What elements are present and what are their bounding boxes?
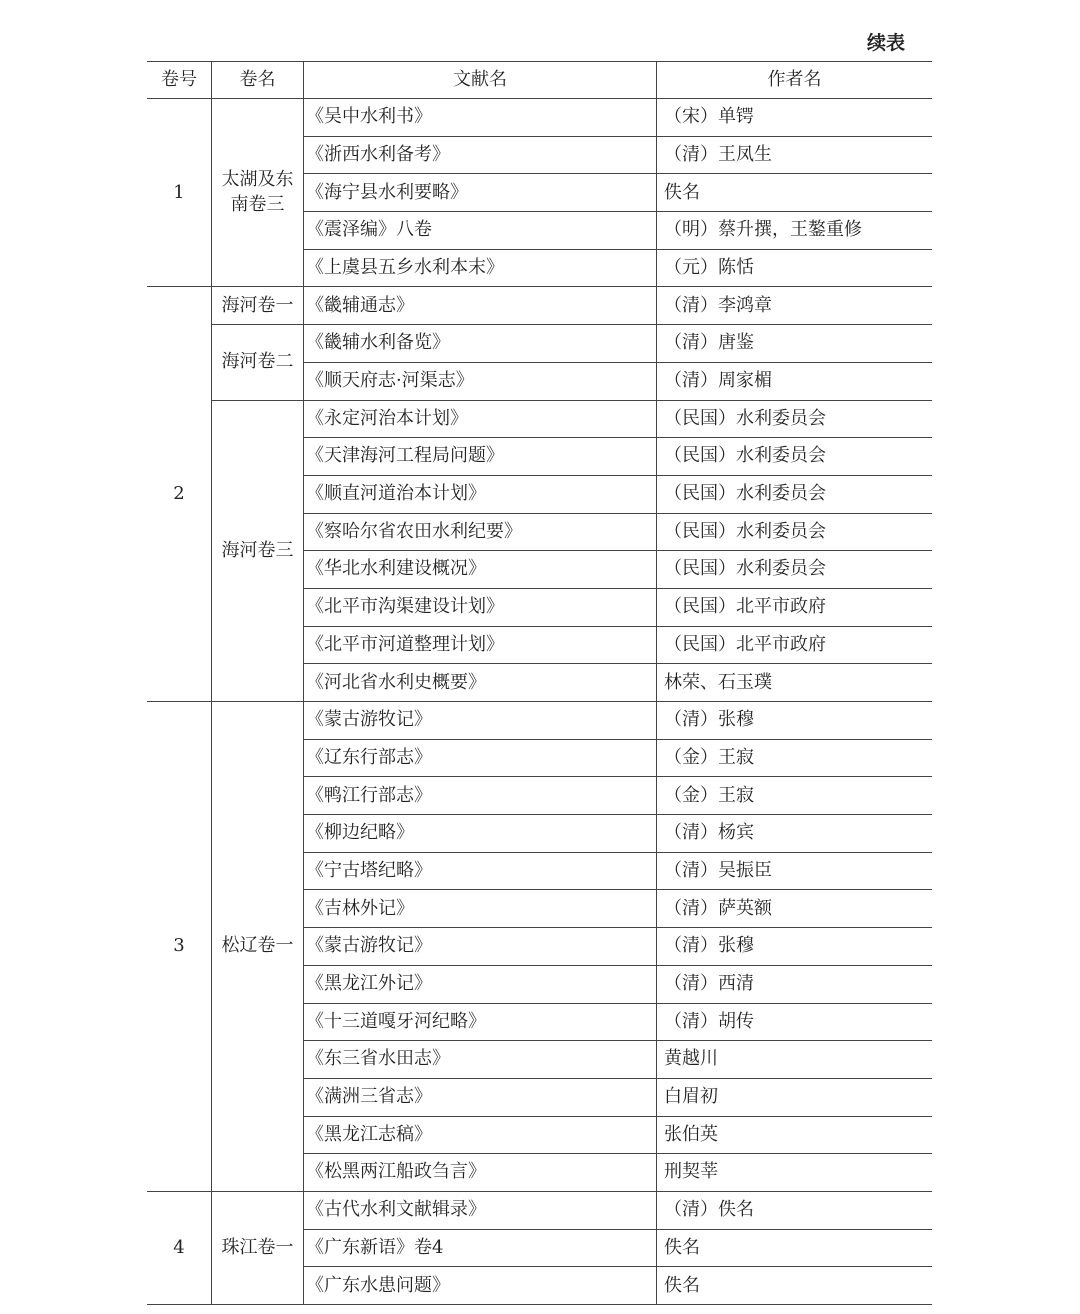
author-cell: 林荣、石玉璞 <box>657 664 933 702</box>
document-title-cell: 《浙西水利备考》 <box>304 136 657 174</box>
author-cell: （金）王寂 <box>657 739 933 777</box>
table-row <box>147 702 932 740</box>
table-row <box>147 99 932 137</box>
volume-name-cell: 太湖及东南卷三 <box>212 99 304 287</box>
table-row <box>147 325 932 363</box>
document-title-cell: 《北平市河道整理计划》 <box>304 626 657 664</box>
author-cell: （金）王寂 <box>657 777 933 815</box>
author-cell: （清）佚名 <box>657 1191 933 1229</box>
author-cell: （元）陈恬 <box>657 249 933 287</box>
author-cell: （清）胡传 <box>657 1003 933 1041</box>
author-cell: （清）西清 <box>657 965 933 1003</box>
document-title-cell: 《蒙古游牧记》 <box>304 702 657 740</box>
document-title-cell: 《上虞县五乡水利本末》 <box>304 249 657 287</box>
document-title-cell: 《古代水利文献辑录》 <box>304 1191 657 1229</box>
author-cell: （清）张穆 <box>657 928 933 966</box>
author-cell: 张伯英 <box>657 1116 933 1154</box>
document-title-cell: 《北平市沟渠建设计划》 <box>304 588 657 626</box>
document-title-cell: 《东三省水田志》 <box>304 1041 657 1079</box>
document-title-cell: 《震泽编》八卷 <box>304 212 657 250</box>
document-title-cell: 《柳边纪略》 <box>304 815 657 853</box>
volume-name-cell: 珠江卷一 <box>212 1191 304 1304</box>
header-volume-name: 卷名 <box>212 62 304 99</box>
literature-table <box>147 61 932 1305</box>
author-cell: 佚名 <box>657 1229 933 1267</box>
volume-number-cell: 1 <box>147 99 212 287</box>
document-title-cell: 《广东水患问题》 <box>304 1267 657 1305</box>
volume-name-cell: 海河卷三 <box>212 400 304 702</box>
author-cell: （清）唐鉴 <box>657 325 933 363</box>
author-cell: 佚名 <box>657 174 933 212</box>
volume-number-cell: 2 <box>147 287 212 702</box>
author-cell: （民国）水利委员会 <box>657 400 933 438</box>
table-body <box>147 99 932 1305</box>
author-cell: （清）周家楣 <box>657 362 933 400</box>
document-title-cell: 《永定河治本计划》 <box>304 400 657 438</box>
document-title-cell: 《鸭江行部志》 <box>304 777 657 815</box>
document-title-cell: 《河北省水利史概要》 <box>304 664 657 702</box>
author-cell: （民国）水利委员会 <box>657 475 933 513</box>
table-caption: 续表 <box>866 32 905 54</box>
author-cell: 刑契莘 <box>657 1154 933 1192</box>
document-title-cell: 《宁古塔纪略》 <box>304 852 657 890</box>
table-row <box>147 287 932 325</box>
author-cell: （民国）北平市政府 <box>657 588 933 626</box>
header-volume-number: 卷号 <box>147 62 212 99</box>
author-cell: （清）张穆 <box>657 702 933 740</box>
document-title-cell: 《华北水利建设概况》 <box>304 551 657 589</box>
document-title-cell: 《蒙古游牧记》 <box>304 928 657 966</box>
author-cell: 黄越川 <box>657 1041 933 1079</box>
volume-name-cell: 松辽卷一 <box>212 702 304 1192</box>
document-title-cell: 《察哈尔省农田水利纪要》 <box>304 513 657 551</box>
document-title-cell: 《顺直河道治本计划》 <box>304 475 657 513</box>
document-title-cell: 《黑龙江外记》 <box>304 965 657 1003</box>
author-cell: （清）吴振臣 <box>657 852 933 890</box>
document-title-cell: 《黑龙江志稿》 <box>304 1116 657 1154</box>
author-cell: （清）杨宾 <box>657 815 933 853</box>
author-cell: （清）李鸿章 <box>657 287 933 325</box>
author-cell: （民国）北平市政府 <box>657 626 933 664</box>
volume-number-cell: 3 <box>147 702 212 1192</box>
document-title-cell: 《松黑两江船政刍言》 <box>304 1154 657 1192</box>
document-title-cell: 《天津海河工程局问题》 <box>304 438 657 476</box>
document-title-cell: 《辽东行部志》 <box>304 739 657 777</box>
volume-number-cell: 4 <box>147 1191 212 1304</box>
document-title-cell: 《吴中水利书》 <box>304 99 657 137</box>
author-cell: （民国）水利委员会 <box>657 438 933 476</box>
document-title-cell: 《满洲三省志》 <box>304 1078 657 1116</box>
author-cell: （清）萨英额 <box>657 890 933 928</box>
document-title-cell: 《十三道嘎牙河纪略》 <box>304 1003 657 1041</box>
document-title-cell: 《广东新语》卷4 <box>304 1229 657 1267</box>
document-title-cell: 《吉林外记》 <box>304 890 657 928</box>
author-cell: 白眉初 <box>657 1078 933 1116</box>
table-row <box>147 1191 932 1229</box>
author-cell: （清）王凤生 <box>657 136 933 174</box>
author-cell: （民国）水利委员会 <box>657 513 933 551</box>
header-document-title: 文献名 <box>304 62 657 99</box>
document-title-cell: 《畿辅水利备览》 <box>304 325 657 363</box>
table-row <box>147 400 932 438</box>
volume-name-cell: 海河卷二 <box>212 325 304 400</box>
author-cell: （民国）水利委员会 <box>657 551 933 589</box>
header-author: 作者名 <box>657 62 933 99</box>
author-cell: 佚名 <box>657 1267 933 1305</box>
author-cell: （明）蔡升撰，王鏊重修 <box>657 212 933 250</box>
table-header-row <box>147 62 932 99</box>
author-cell: （宋）单锷 <box>657 99 933 137</box>
volume-name-cell: 海河卷一 <box>212 287 304 325</box>
document-title-cell: 《顺天府志·河渠志》 <box>304 362 657 400</box>
document-title-cell: 《畿辅通志》 <box>304 287 657 325</box>
document-title-cell: 《海宁县水利要略》 <box>304 174 657 212</box>
